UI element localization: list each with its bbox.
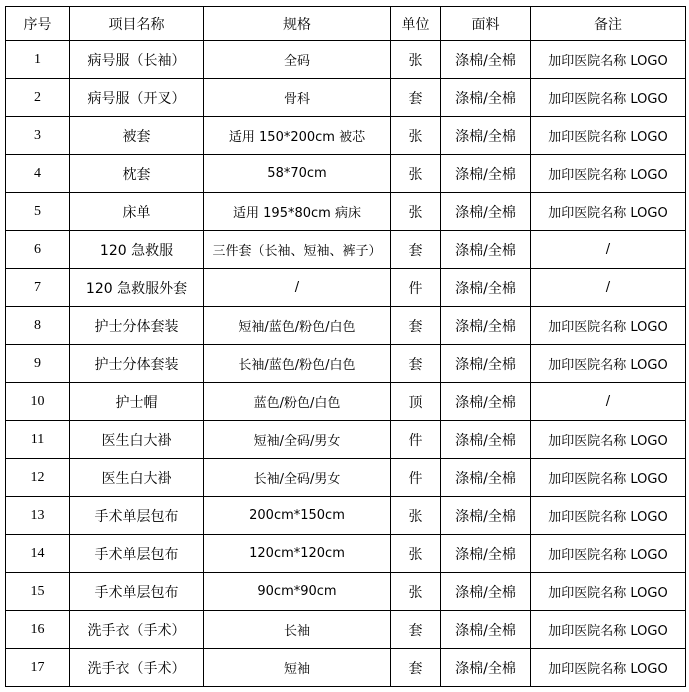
cell-note: 加印医院名称 LOGO xyxy=(531,117,686,155)
cell-unit: 件 xyxy=(391,459,441,497)
cell-spec: 适用 150*200cm 被芯 xyxy=(204,117,391,155)
cell-name: 护士分体套装 xyxy=(70,345,204,383)
cell-spec: 蓝色/粉色/白色 xyxy=(204,383,391,421)
cell-fabric: 涤棉/全棉 xyxy=(441,421,531,459)
cell-note: 加印医院名称 LOGO xyxy=(531,345,686,383)
cell-note: 加印医院名称 LOGO xyxy=(531,155,686,193)
cell-name: 120 急救服 xyxy=(70,231,204,269)
cell-note: 加印医院名称 LOGO xyxy=(531,79,686,117)
table-row xyxy=(6,41,686,79)
table-row xyxy=(6,307,686,345)
table-row xyxy=(6,459,686,497)
cell-note: 加印医院名称 LOGO xyxy=(531,459,686,497)
cell-no: 14 xyxy=(6,535,70,573)
cell-spec: 90cm*90cm xyxy=(204,573,391,611)
cell-name: 手术单层包布 xyxy=(70,573,204,611)
cell-spec: 短袖/蓝色/粉色/白色 xyxy=(204,307,391,345)
cell-note: 加印医院名称 LOGO xyxy=(531,421,686,459)
table-row xyxy=(6,117,686,155)
table-row xyxy=(6,611,686,649)
cell-note: 加印医院名称 LOGO xyxy=(531,307,686,345)
table-row xyxy=(6,193,686,231)
cell-unit: 套 xyxy=(391,649,441,687)
cell-note: 加印医院名称 LOGO xyxy=(531,573,686,611)
cell-name: 病号服（开叉） xyxy=(70,79,204,117)
cell-name: 洗手衣（手术） xyxy=(70,649,204,687)
table-header-row xyxy=(6,7,686,41)
table-row xyxy=(6,79,686,117)
cell-spec: 120cm*120cm xyxy=(204,535,391,573)
cell-fabric: 涤棉/全棉 xyxy=(441,79,531,117)
cell-no: 1 xyxy=(6,41,70,79)
cell-note: / xyxy=(531,231,686,269)
cell-no: 4 xyxy=(6,155,70,193)
cell-no: 16 xyxy=(6,611,70,649)
cell-no: 7 xyxy=(6,269,70,307)
cell-fabric: 涤棉/全棉 xyxy=(441,345,531,383)
cell-name: 病号服（长袖） xyxy=(70,41,204,79)
cell-fabric: 涤棉/全棉 xyxy=(441,269,531,307)
cell-no: 12 xyxy=(6,459,70,497)
cell-note: 加印医院名称 LOGO xyxy=(531,649,686,687)
table-row xyxy=(6,269,686,307)
cell-unit: 顶 xyxy=(391,383,441,421)
table-row xyxy=(6,345,686,383)
cell-fabric: 涤棉/全棉 xyxy=(441,573,531,611)
cell-name: 医生白大褂 xyxy=(70,459,204,497)
cell-spec: 长袖/蓝色/粉色/白色 xyxy=(204,345,391,383)
table-row xyxy=(6,231,686,269)
cell-spec: 长袖 xyxy=(204,611,391,649)
cell-fabric: 涤棉/全棉 xyxy=(441,307,531,345)
header-unit: 单位 xyxy=(391,7,441,41)
cell-no: 6 xyxy=(6,231,70,269)
table-row xyxy=(6,497,686,535)
cell-unit: 套 xyxy=(391,345,441,383)
cell-spec: 短袖 xyxy=(204,649,391,687)
table-body xyxy=(6,41,686,687)
table-row xyxy=(6,383,686,421)
cell-no: 2 xyxy=(6,79,70,117)
cell-unit: 张 xyxy=(391,573,441,611)
cell-spec: 58*70cm xyxy=(204,155,391,193)
cell-unit: 张 xyxy=(391,535,441,573)
cell-unit: 套 xyxy=(391,231,441,269)
cell-no: 9 xyxy=(6,345,70,383)
cell-name: 床单 xyxy=(70,193,204,231)
cell-no: 5 xyxy=(6,193,70,231)
cell-unit: 张 xyxy=(391,497,441,535)
cell-fabric: 涤棉/全棉 xyxy=(441,41,531,79)
cell-unit: 套 xyxy=(391,307,441,345)
cell-fabric: 涤棉/全棉 xyxy=(441,459,531,497)
cell-name: 洗手衣（手术） xyxy=(70,611,204,649)
cell-unit: 件 xyxy=(391,269,441,307)
cell-name: 手术单层包布 xyxy=(70,497,204,535)
cell-fabric: 涤棉/全棉 xyxy=(441,649,531,687)
cell-no: 15 xyxy=(6,573,70,611)
cell-note: / xyxy=(531,269,686,307)
cell-spec: 骨科 xyxy=(204,79,391,117)
cell-name: 120 急救服外套 xyxy=(70,269,204,307)
header-fabric: 面料 xyxy=(441,7,531,41)
table-row xyxy=(6,535,686,573)
cell-note: 加印医院名称 LOGO xyxy=(531,611,686,649)
cell-fabric: 涤棉/全棉 xyxy=(441,535,531,573)
cell-no: 10 xyxy=(6,383,70,421)
cell-unit: 套 xyxy=(391,79,441,117)
header-no: 序号 xyxy=(6,7,70,41)
cell-note: 加印医院名称 LOGO xyxy=(531,193,686,231)
cell-spec: 短袖/全码/男女 xyxy=(204,421,391,459)
header-name: 项目名称 xyxy=(70,7,204,41)
cell-fabric: 涤棉/全棉 xyxy=(441,155,531,193)
cell-note: / xyxy=(531,383,686,421)
cell-name: 被套 xyxy=(70,117,204,155)
table-row xyxy=(6,155,686,193)
cell-fabric: 涤棉/全棉 xyxy=(441,193,531,231)
cell-spec: 200cm*150cm xyxy=(204,497,391,535)
cell-spec: 全码 xyxy=(204,41,391,79)
table-row xyxy=(6,421,686,459)
cell-no: 11 xyxy=(6,421,70,459)
cell-fabric: 涤棉/全棉 xyxy=(441,611,531,649)
cell-name: 医生白大褂 xyxy=(70,421,204,459)
cell-unit: 张 xyxy=(391,117,441,155)
cell-fabric: 涤棉/全棉 xyxy=(441,497,531,535)
cell-spec: 三件套（长袖、短袖、裤子） xyxy=(204,231,391,269)
cell-spec: 长袖/全码/男女 xyxy=(204,459,391,497)
cell-unit: 件 xyxy=(391,421,441,459)
cell-name: 枕套 xyxy=(70,155,204,193)
cell-no: 17 xyxy=(6,649,70,687)
cell-unit: 张 xyxy=(391,41,441,79)
header-note: 备注 xyxy=(531,7,686,41)
cell-note: 加印医院名称 LOGO xyxy=(531,497,686,535)
cell-name: 护士帽 xyxy=(70,383,204,421)
cell-unit: 张 xyxy=(391,155,441,193)
cell-unit: 张 xyxy=(391,193,441,231)
cell-fabric: 涤棉/全棉 xyxy=(441,117,531,155)
cell-no: 8 xyxy=(6,307,70,345)
table-row xyxy=(6,573,686,611)
cell-no: 3 xyxy=(6,117,70,155)
cell-name: 护士分体套装 xyxy=(70,307,204,345)
cell-spec: 适用 195*80cm 病床 xyxy=(204,193,391,231)
cell-no: 13 xyxy=(6,497,70,535)
cell-note: 加印医院名称 LOGO xyxy=(531,41,686,79)
header-spec: 规格 xyxy=(204,7,391,41)
table-row xyxy=(6,649,686,687)
cell-note: 加印医院名称 LOGO xyxy=(531,535,686,573)
product-spec-table xyxy=(5,6,686,687)
cell-fabric: 涤棉/全棉 xyxy=(441,231,531,269)
cell-fabric: 涤棉/全棉 xyxy=(441,383,531,421)
cell-name: 手术单层包布 xyxy=(70,535,204,573)
cell-unit: 套 xyxy=(391,611,441,649)
cell-spec: / xyxy=(204,269,391,307)
